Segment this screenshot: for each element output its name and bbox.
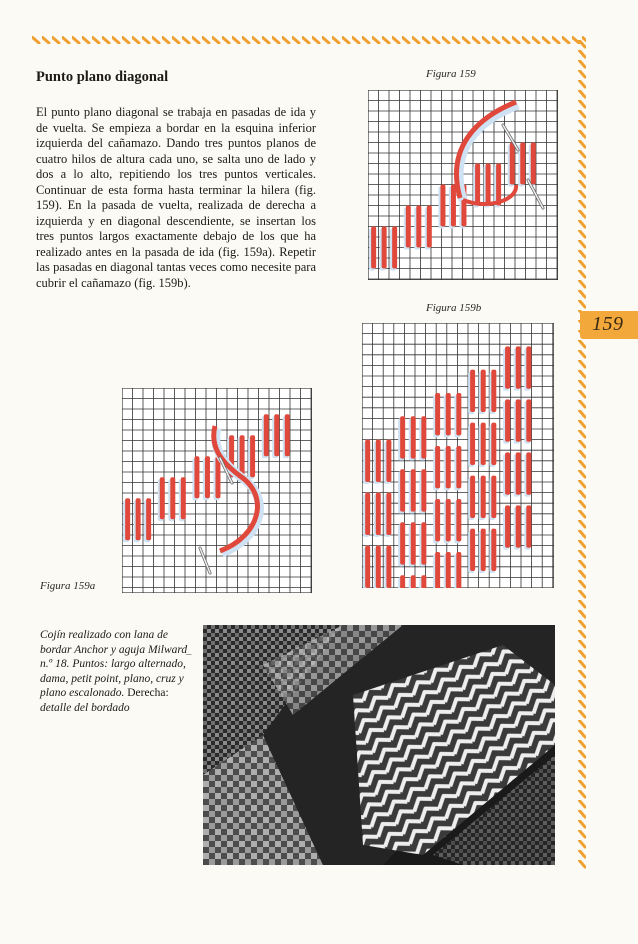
- stitch-7: [446, 393, 451, 435]
- stitch-13: [516, 346, 521, 388]
- photo-caption-description: Cojín realizado con lana de bordar Anchor y aguja Milward n.º 18. Puntos: largo alternado, dama, petit point, plano, cruz y plano escalonado.: [40, 629, 188, 699]
- stitch-14: [526, 346, 531, 388]
- stitch-12: [510, 143, 515, 185]
- stitch-5: [421, 575, 426, 588]
- stitch-14: [526, 505, 531, 547]
- stitch-4: [411, 416, 416, 458]
- figure-159-stitch-diagram: [368, 90, 558, 280]
- stitch-3: [406, 206, 411, 248]
- decorative-rope-right: [578, 40, 586, 870]
- stitch-6: [435, 499, 440, 541]
- stitch-6: [435, 552, 440, 588]
- embroidery-detail-photo: [203, 625, 555, 865]
- photo-caption: [40, 628, 190, 715]
- stitch-14: [531, 143, 536, 185]
- stitch-2: [386, 546, 391, 588]
- figure-159a-stitch-diagram: [122, 388, 312, 593]
- stitch-9: [470, 476, 475, 518]
- stitch-11: [491, 476, 496, 518]
- stitch-5: [427, 206, 432, 248]
- stitch-4: [416, 206, 421, 248]
- stitch-1: [376, 493, 381, 535]
- stitch-5: [421, 416, 426, 458]
- stitch-8: [456, 393, 461, 435]
- stitch-14: [526, 452, 531, 494]
- stitch-7: [451, 185, 456, 227]
- stitch-0: [365, 440, 370, 482]
- stitch-10: [481, 423, 486, 465]
- stitch-4: [411, 469, 416, 511]
- section-title: Punto plano diagonal: [36, 69, 169, 85]
- stitch-12: [505, 452, 510, 494]
- stitch-9: [475, 164, 480, 206]
- stitch-7: [446, 446, 451, 488]
- stitch-1: [376, 440, 381, 482]
- stitch-14: [285, 414, 290, 456]
- stitch-13: [516, 399, 521, 441]
- stitch-5: [421, 522, 426, 564]
- stitch-3: [400, 416, 405, 458]
- body-paragraph: El punto plano diagonal se trabaja en pasadas de ida y de vuelta. Se empieza a bordar en la esquina inferior izquierda del cañamazo. Dando tres puntos planos de cuatro hilos de altura cada uno, se salta uno de lado y dos a lo alto, repitiendo los tres puntos verticales. Continuar de esta forma hasta terminar la hilera (fig. 159). En la pasada de vuelta, realizada de derecha a izquierda y en diagonal descendiente, se insertan los tres puntos largos exactamente debajo de los que ha realizado antes en la pasada de ida (fig. 159a). Repetir las pasadas en diagonal tantas veces como necesite para cubrir el cañamazo (fig. 159b).: [36, 105, 316, 290]
- stitch-11: [491, 423, 496, 465]
- stitch-10: [481, 476, 486, 518]
- stitch-2: [146, 498, 151, 540]
- stitch-5: [421, 469, 426, 511]
- stitch-6: [435, 393, 440, 435]
- embroidery-photo-illustration: [203, 625, 555, 865]
- stitch-12: [505, 399, 510, 441]
- stitch-3: [400, 522, 405, 564]
- stitch-0: [365, 493, 370, 535]
- stitch-13: [274, 414, 279, 456]
- stitch-12: [264, 414, 269, 456]
- photo-caption-detail: detalle del bordado: [40, 701, 130, 714]
- stitch-1: [382, 227, 387, 269]
- stitch-0: [125, 498, 130, 540]
- stitch-4: [411, 522, 416, 564]
- stitch-1: [136, 498, 141, 540]
- figure-159b-caption: Figura 159b: [426, 302, 482, 314]
- stitch-13: [520, 143, 525, 185]
- stitch-7: [205, 456, 210, 498]
- stitch-12: [505, 346, 510, 388]
- stitch-8: [456, 499, 461, 541]
- stitch-11: [491, 529, 496, 571]
- stitch-3: [160, 477, 165, 519]
- figure-159-caption: Figura 159: [426, 68, 476, 80]
- stitch-8: [456, 552, 461, 588]
- stitch-7: [446, 499, 451, 541]
- figure-159a-caption: Figura 159a: [40, 580, 96, 592]
- stitch-9: [470, 423, 475, 465]
- stitch-2: [386, 440, 391, 482]
- stitch-2: [386, 493, 391, 535]
- stitch-9: [470, 370, 475, 412]
- stitch-6: [435, 446, 440, 488]
- stitch-8: [456, 446, 461, 488]
- stitch-5: [181, 477, 186, 519]
- stitch-4: [411, 575, 416, 588]
- stitch-11: [250, 435, 255, 477]
- decorative-rope-top: [32, 36, 586, 44]
- stitch-2: [392, 227, 397, 269]
- stitch-11: [491, 370, 496, 412]
- stitch-6: [194, 456, 199, 498]
- stitch-6: [440, 185, 445, 227]
- stitch-4: [170, 477, 175, 519]
- stitch-12: [505, 505, 510, 547]
- stitch-10: [486, 164, 491, 206]
- figure-159b-stitch-diagram: [362, 323, 554, 588]
- stitch-0: [365, 546, 370, 588]
- stitch-10: [481, 529, 486, 571]
- photo-caption-label: Derecha:: [127, 687, 169, 699]
- stitch-13: [516, 505, 521, 547]
- stitch-1: [376, 546, 381, 588]
- page-number: 159: [592, 313, 624, 335]
- stitch-13: [516, 452, 521, 494]
- stitch-11: [496, 164, 501, 206]
- stitch-7: [446, 552, 451, 588]
- arrow-dash-icon: –: [186, 648, 192, 660]
- stitch-0: [371, 227, 376, 269]
- stitch-3: [400, 469, 405, 511]
- stitch-14: [526, 399, 531, 441]
- stitch-10: [481, 370, 486, 412]
- stitch-10: [240, 435, 245, 477]
- stitch-3: [400, 575, 405, 588]
- stitch-9: [470, 529, 475, 571]
